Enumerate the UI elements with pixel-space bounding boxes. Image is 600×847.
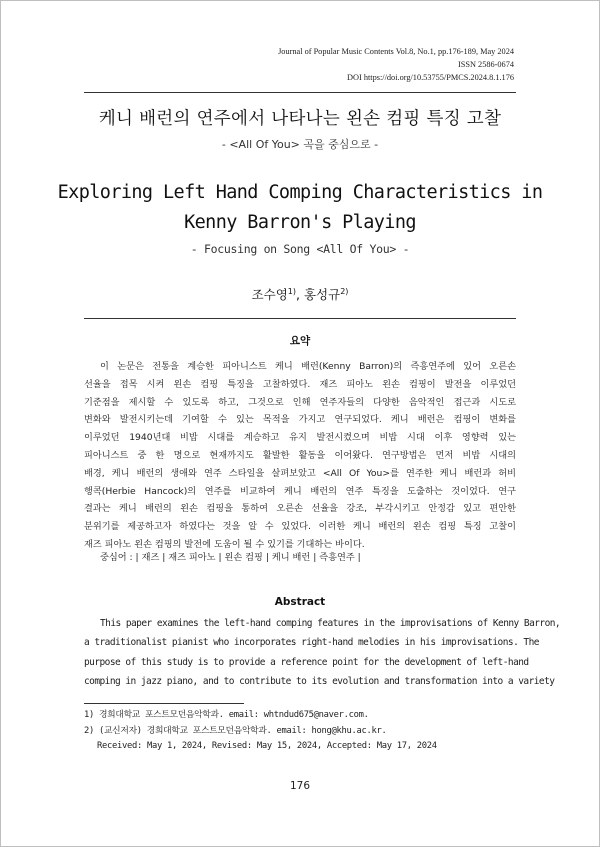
journal-doi[interactable]: DOI https://doi.org/10.53755/PMCS.2024.8.1.176 [347, 72, 514, 82]
abstract-english-body [84, 614, 561, 691]
abstract-line: 행콕(Herbie Hancock)의 연주를 비교하여 케니 배런의 연주 특징을 도출하는 것이었다. 연구 [84, 485, 516, 497]
subtitle-korean: - <All Of You> 곡을 중심으로 - [221, 138, 379, 151]
abstract-line: 이 논문은 전통을 계승한 피아니스트 케니 배런(Kenny Barron)의 즉흥연주에 있어 오른손 [100, 361, 516, 372]
footnote-2: 2) (교신저자) 경희대학교 포스트모던음악학과. email: hong@khu.ac.kr. [84, 725, 387, 736]
abstract-line: 피아니스트 중 한 명으로 현재까지도 활발한 활동을 이어왔다. 연구방법은 먼저 비밥 시대의 [84, 449, 516, 461]
journal-citation: Journal of Popular Music Contents Vol.8, No.1, pp.176-189, May 2024 [278, 47, 514, 56]
abstract-line: 배경, 케니 배런의 생애와 연주 스타일을 살펴보았고 <All Of You>를 연주한 케니 배런과 허비 [84, 467, 516, 479]
author-name: 홍성규 [303, 287, 341, 302]
title-korean: 케니 배런의 연주에서 나타나는 왼손 컴핑 특징 고찰 [98, 109, 502, 129]
journal-header [278, 46, 514, 84]
journal-issn: ISSN 2586-0674 [457, 59, 514, 69]
abstract-line: comping in jazz piano, and to contribute to its evolution and transformation into a variety [84, 675, 555, 687]
author-separator: , [296, 287, 304, 302]
title-english-line-1: Exploring Left Hand Comping Characteristics in [57, 182, 543, 203]
header-rule [84, 92, 516, 93]
abstract-line: 선율을 접목 시켜 왼손 컴핑 특징을 고찰하였다. 재즈 피아노 왼손 컴핑이 발전을 이루었던 [84, 378, 516, 390]
keywords: 중심어 : | 재즈 | 재즈 피아노 | 왼손 컴핑 | 케니 배런 | 즉흥연주 | [100, 552, 361, 563]
footnotes [84, 708, 437, 755]
footnote-rule [84, 703, 244, 704]
abstract-english-heading: Abstract [274, 596, 326, 608]
abstract-line: 분위기를 제공하고자 하였다는 것을 알 수 있었다. 이러한 케니 배런의 왼손 컴핑 특징 고찰이 [84, 521, 516, 533]
footnote-marker[interactable]: 2) [340, 287, 349, 296]
section-rule [84, 318, 516, 319]
title-english-line-2: Kenny Barron's Playing [184, 212, 416, 233]
abstract-line: 기준점을 제시할 수 있도록 하고, 그것으로 인해 연주자들의 다양한 음악적인 접근과 시도로 [84, 396, 516, 408]
footnote-1: 1) 경희대학교 포스트모던음악학과. email: whtndud675@naver.com. [84, 710, 369, 720]
author-name: 조수영 [251, 287, 288, 302]
abstract-line: 재즈 피아노 왼손 컴핑의 발전에 도움이 될 수 있기를 기대하는 바이다. [84, 538, 365, 550]
abstract-line: a traditionalist pianist who incorporates right-hand melodies in his improvisations. The [84, 637, 539, 649]
author-list [0, 285, 600, 303]
abstract-line: 변화와 발전시키는데 기여할 수 있는 목적을 가지고 연구되었다. 케니 배런은 컴핑이 변화를 [84, 414, 516, 426]
abstract-line: 이루었던 1940년대 비밥 시대를 계승하고 유지 발전시켰으며 비밥 시대 이후 영향력 있는 [84, 432, 516, 444]
abstract-line: purpose of this study is to provide a reference point for the development of left-hand [84, 656, 529, 668]
abstract-line: 결과는 케니 배런의 왼손 컴핑을 통하여 오른손 선율을 강조, 부각시키고 안정감 있고 편안한 [84, 503, 516, 515]
received-dates: Received: May 1, 2024, Revised: May 15, 2024, Accepted: May 17, 2024 [97, 741, 437, 751]
page-number: 176 [289, 780, 311, 792]
abstract-korean-body [84, 358, 516, 554]
footnote-marker[interactable]: 1) [287, 287, 297, 296]
subtitle-english: - Focusing on Song <All Of You> - [190, 242, 410, 256]
abstract-korean-heading: 요약 [289, 335, 311, 347]
abstract-line: This paper examines the left-hand comping features in the improvisations of Kenny Barron, [100, 618, 561, 629]
